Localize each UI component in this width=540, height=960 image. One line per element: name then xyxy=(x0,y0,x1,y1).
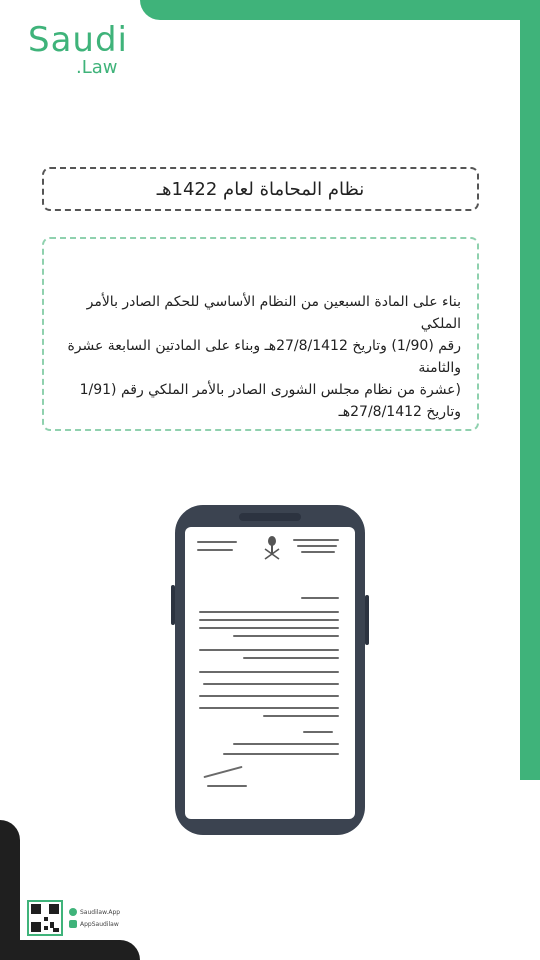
royal-decree-document-image xyxy=(193,535,347,810)
social-links xyxy=(69,908,120,928)
social-text: AppSaudilaw xyxy=(80,920,119,928)
brand-name: Saudi xyxy=(28,20,128,60)
phone-side-button xyxy=(365,595,369,645)
phone-side-button xyxy=(171,585,175,625)
phone-speaker xyxy=(239,513,301,521)
dark-frame xyxy=(0,820,140,960)
globe-icon xyxy=(69,908,77,916)
footer-contacts xyxy=(27,898,120,938)
preamble-line: بناء على المادة السبعين من النظام الأساسي للحكم الصادر بالأمر الملكي xyxy=(86,294,461,332)
green-frame-right xyxy=(520,0,540,780)
brand-logo xyxy=(28,22,128,78)
saudi-emblem-icon xyxy=(263,535,281,563)
dark-frame-bottom xyxy=(0,940,140,960)
social-icon xyxy=(69,920,77,928)
website-link[interactable] xyxy=(69,908,120,916)
dark-frame-left xyxy=(0,820,20,960)
brand-sub: .Law xyxy=(76,57,118,78)
qr-code[interactable] xyxy=(27,900,63,936)
law-title: نظام المحاماة لعام 1422هـ xyxy=(156,178,365,200)
website-text: Saudilaw.App xyxy=(80,908,121,916)
preamble-line: وتاريخ 27/8/1412هـ xyxy=(338,404,461,420)
green-frame-top xyxy=(140,0,540,20)
preamble-line: رقم (1/90) وتاريخ 27/8/1412هـ وبناء على المادتين السابعة عشرة والثامنة xyxy=(67,338,461,376)
phone-mockup xyxy=(175,505,365,835)
social-handle-link[interactable] xyxy=(69,920,120,928)
law-title-box xyxy=(42,167,479,211)
preamble-box xyxy=(42,237,479,431)
preamble-line: (عشرة من نظام مجلس الشورى الصادر بالأمر الملكي رقم (1/91 xyxy=(79,382,461,398)
